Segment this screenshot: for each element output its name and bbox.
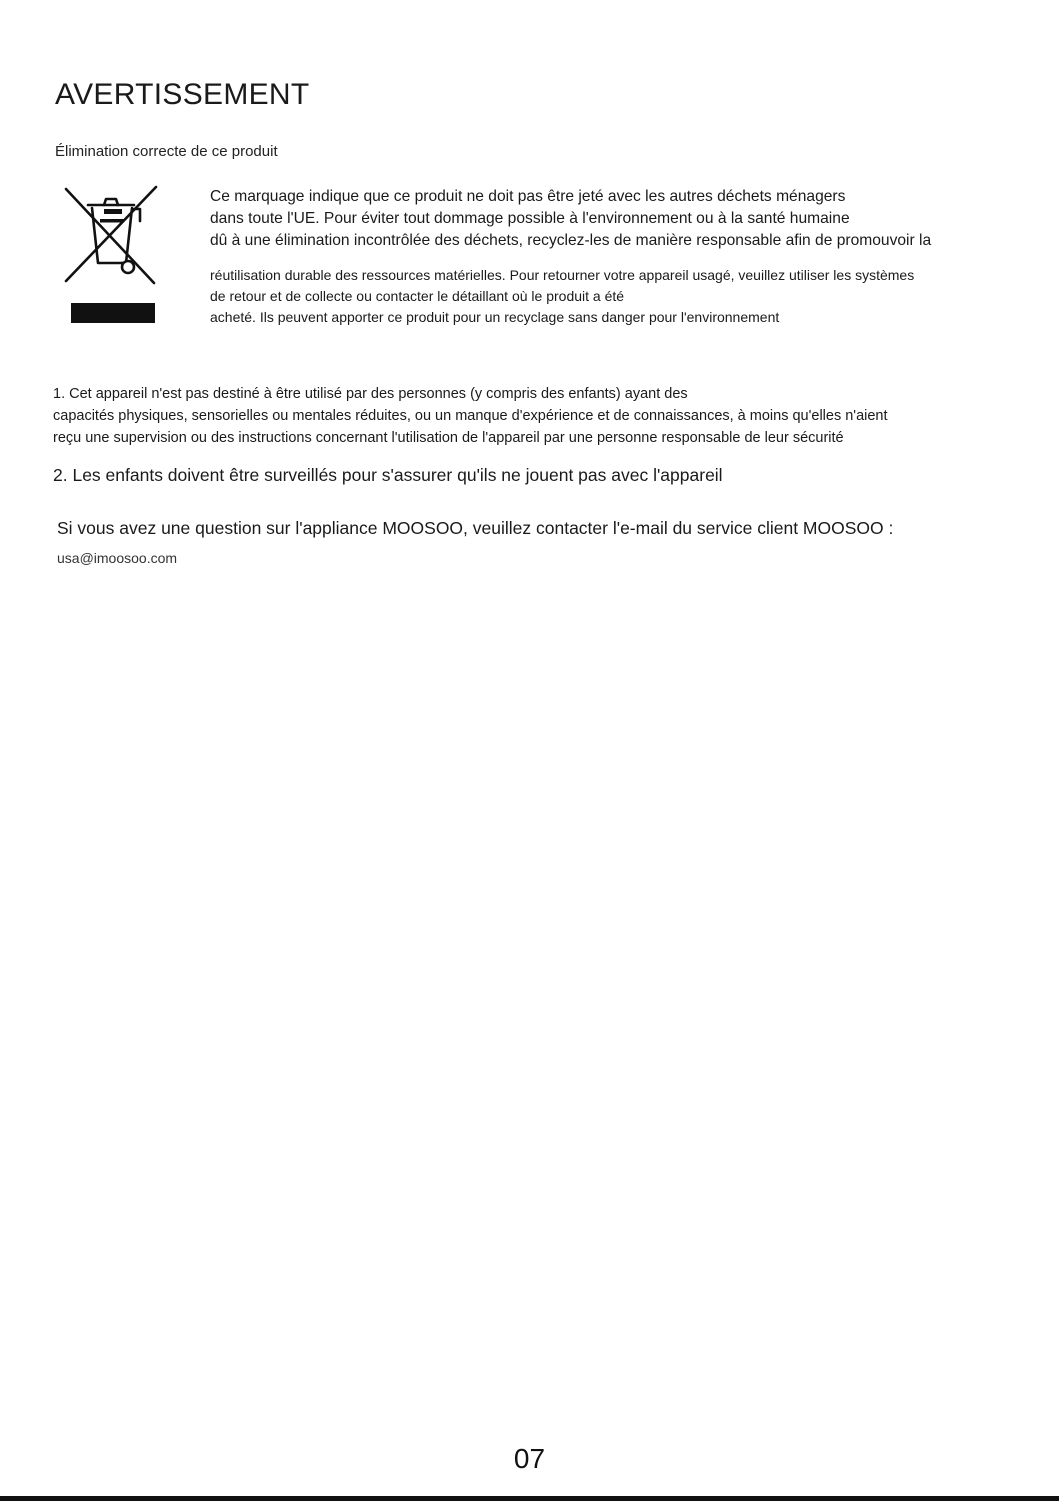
crossed-out-wheelie-bin-icon (60, 183, 160, 328)
section-subtitle: Élimination correcte de ce produit (55, 143, 278, 160)
disposal-text-line: dans toute l'UE. Pour éviter tout dommage possible à l'environnement ou à la santé humaine (210, 210, 850, 227)
warning-1-line: reçu une supervision ou des instructions concernant l'utilisation de l'appareil par une personne responsable de leur sécurité (53, 430, 844, 446)
warning-2: 2. Les enfants doivent être surveillés pour s'assurer qu'ils ne jouent pas avec l'appareil (53, 465, 723, 485)
contact-email-link[interactable]: usa@imoosoo.com (57, 550, 178, 566)
page-title: AVERTISSEMENT (55, 78, 310, 111)
page-number: 07 (513, 1443, 546, 1474)
disposal-text-line: acheté. Ils peuvent apporter ce produit pour un recyclage sans danger pour l'environnement (210, 309, 780, 325)
disposal-text-line: dû à une élimination incontrôlée des déchets, recyclez-les de manière responsable afin de promouvoir la (210, 232, 932, 249)
disposal-text-line: réutilisation durable des ressources matérielles. Pour retourner votre appareil usagé, veuillez utiliser les systèmes (210, 267, 915, 283)
warning-1-line: 1. Cet appareil n'est pas destiné à être utilisé par des personnes (y compris des enfants) ayant des (53, 386, 688, 402)
contact-text: Si vous avez une question sur l'appliance MOOSOO, veuillez contacter l'e-mail du service client MOOSOO : (57, 518, 894, 538)
disposal-text-line: Ce marquage indique que ce produit ne doit pas être jeté avec les autres déchets ménagers (210, 188, 846, 205)
disposal-text-line: de retour et de collecte ou contacter le détaillant où le produit a été (210, 288, 625, 304)
bottom-divider (0, 1496, 1059, 1501)
warning-1-line: capacités physiques, sensorielles ou mentales réduites, ou un manque d'expérience et de connaissances, à moins qu'elles n'aient (53, 408, 888, 424)
